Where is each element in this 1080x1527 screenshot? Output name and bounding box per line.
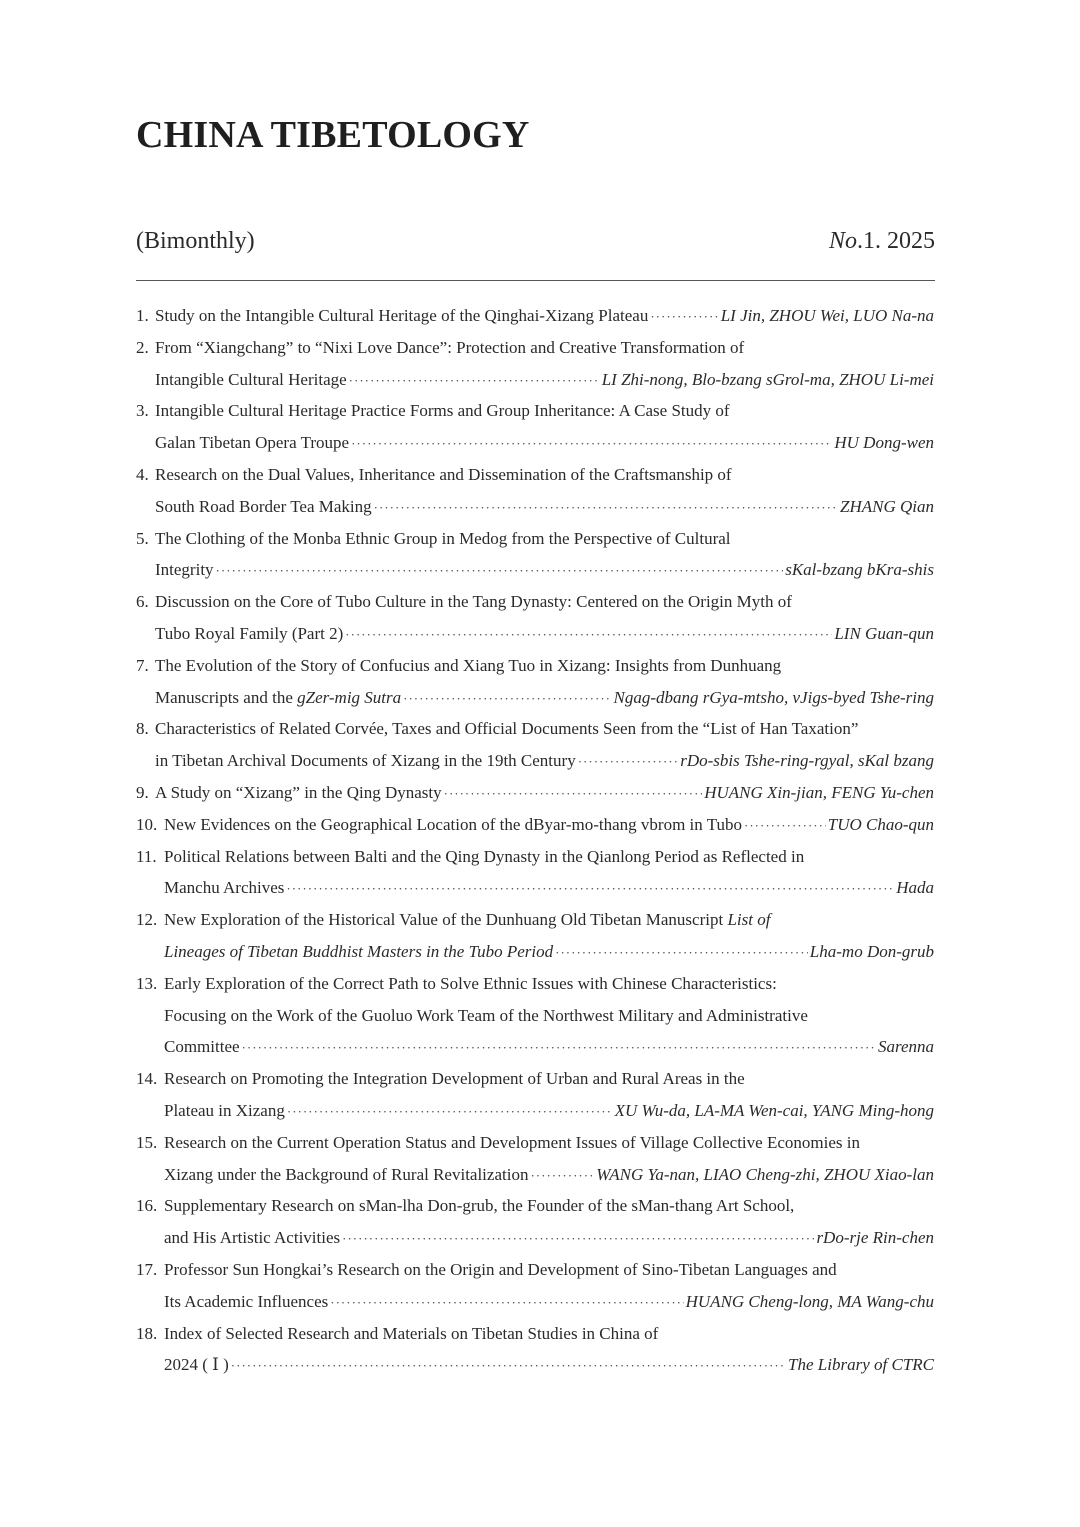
toc-entry-title — [164, 1260, 837, 1279]
toc-entry-line — [136, 968, 934, 1000]
table-of-contents — [136, 300, 934, 1381]
toc-entry-number: 6. — [136, 592, 149, 612]
toc-entry — [136, 713, 934, 777]
toc-entry-number: 8. — [136, 719, 149, 739]
toc-entry-title — [164, 809, 742, 841]
toc-entry-title — [155, 529, 731, 548]
toc-entry-author: The Library of CTRC — [788, 1355, 934, 1375]
dot-leader — [287, 1096, 613, 1128]
toc-entry-title — [155, 491, 372, 523]
toc-entry-title-text: Tubo Royal Family (Part 2) — [155, 623, 344, 643]
publication-frequency: (Bimonthly) — [136, 228, 255, 254]
toc-entry-last-line — [136, 491, 934, 523]
toc-entry-title-text: Political Relations between Balti and the Qing Dynasty in the Qianlong Period as Reflected in — [164, 846, 805, 866]
toc-entry-author: LIN Guan-qun — [834, 623, 934, 643]
dot-leader — [578, 746, 679, 778]
toc-entry-title — [155, 618, 343, 650]
toc-entry-title-text: Manuscripts and the — [155, 687, 293, 707]
toc-entry-title-text: Plateau in Xizang — [164, 1100, 285, 1120]
toc-entry-author: HU Dong-wen — [834, 433, 934, 453]
toc-entry-last-line — [136, 364, 934, 396]
toc-entry-title — [155, 401, 730, 420]
toc-entry-number: 10. — [136, 814, 158, 834]
dot-leader — [374, 492, 838, 524]
toc-entry — [136, 1254, 934, 1318]
toc-entry-last-line — [136, 300, 934, 332]
dot-leader — [216, 555, 784, 587]
toc-entry-number: 5. — [136, 528, 149, 548]
toc-entry-last-line — [136, 618, 934, 650]
toc-entry-line — [136, 1127, 934, 1159]
toc-entry-title — [155, 427, 349, 459]
toc-entry-number: 11. — [136, 846, 157, 866]
toc-entry-title — [155, 592, 792, 611]
journal-title: CHINA TIBETOLOGY — [136, 114, 530, 156]
toc-entry-title — [164, 1031, 240, 1063]
dot-leader — [444, 778, 703, 810]
toc-entry — [136, 1318, 934, 1382]
toc-entry-title-text: Research on Promoting the Integration Development of Urban and Rural Areas in the — [164, 1069, 745, 1089]
toc-entry-last-line — [136, 809, 934, 841]
dot-leader — [744, 810, 826, 842]
toc-entry-author: XU Wu-da, LA-MA Wen-cai, YANG Ming-hong — [614, 1100, 934, 1120]
toc-entry-title-text: Professor Sun Hongkai’s Research on the Origin and Development of Sino-Tibetan Languages and — [164, 1259, 837, 1279]
dot-leader — [530, 1160, 594, 1192]
toc-entry-title-text: Supplementary Research on sMan-lha Don-grub, the Founder of the sMan-thang Art School, — [164, 1196, 795, 1216]
toc-entry-title-text: in Tibetan Archival Documents of Xizang in the 19th Century — [155, 751, 576, 771]
toc-entry-line — [136, 650, 934, 682]
dot-leader — [286, 873, 894, 905]
toc-entry-title-text: The Evolution of the Story of Confucius and Xiang Tuo in Xizang: Insights from Dunhuang — [155, 655, 782, 675]
toc-entry-author: Hada — [896, 878, 934, 898]
toc-entry-last-line — [136, 1222, 934, 1254]
toc-entry-title-italic: gZer-mig Sutra — [292, 687, 402, 707]
toc-entry — [136, 1190, 934, 1254]
issue-number — [829, 228, 935, 255]
toc-entry-title — [164, 1286, 328, 1318]
toc-entry — [136, 459, 934, 523]
toc-entry — [136, 332, 934, 396]
toc-entry-author: Ngag-dbang rGya-mtsho, vJigs-byed Tshe-ring — [613, 687, 934, 707]
toc-entry-title-text: Committee — [164, 1037, 240, 1057]
toc-entry-title-text: New Exploration of the Historical Value of the Dunhuang Old Tibetan Manuscript — [164, 910, 724, 930]
toc-entry — [136, 809, 934, 841]
dot-leader — [342, 1223, 814, 1255]
dot-leader — [345, 619, 832, 651]
dot-leader — [403, 683, 611, 715]
toc-entry-number: 15. — [136, 1132, 158, 1152]
toc-entry-title-text: Intangible Cultural Heritage — [155, 369, 347, 389]
toc-entry-title — [164, 1133, 860, 1152]
toc-entry-title — [164, 1095, 285, 1127]
toc-entry-author: WANG Ya-nan, LIAO Cheng-zhi, ZHOU Xiao-lan — [596, 1164, 934, 1184]
issue-number-rest: .1. 2025 — [857, 228, 935, 254]
toc-entry-title-text: Index of Selected Research and Materials on Tibetan Studies in China of — [164, 1323, 659, 1343]
toc-entry — [136, 777, 934, 809]
toc-entry-number: 9. — [136, 782, 149, 802]
toc-entry-title-text: Early Exploration of the Correct Path to Solve Ethnic Issues with Chinese Characteristics: — [164, 973, 777, 993]
toc-entry-title-text: Characteristics of Related Corvée, Taxes and Official Documents Seen from the “List of Han Taxation” — [155, 719, 859, 739]
toc-entry-line — [136, 395, 934, 427]
dot-leader — [650, 301, 718, 333]
toc-entry-number: 18. — [136, 1323, 158, 1343]
toc-entry-title-text: The Clothing of the Monba Ethnic Group in Medog from the Perspective of Cultural — [155, 528, 731, 548]
toc-entry-author: Lha-mo Don-grub — [809, 941, 934, 961]
toc-entry-title — [164, 1196, 794, 1215]
dot-leader — [231, 1350, 786, 1382]
toc-entry-last-line — [136, 1095, 934, 1127]
toc-entry-title-text: Study on the Intangible Cultural Heritage of the Qinghai-Xizang Plateau — [155, 306, 649, 325]
toc-entry-author: ZHANG Qian — [840, 496, 934, 516]
toc-entry-title-text: New Evidences on the Geographical Location of the dByar-mo-thang vbrom in Tubo — [164, 814, 742, 834]
toc-entry-author: Sarenna — [877, 1037, 934, 1057]
toc-entry-last-line — [136, 1159, 934, 1191]
dot-leader — [351, 428, 832, 460]
toc-entry-line — [136, 1063, 934, 1095]
toc-entry-number: 16. — [136, 1196, 158, 1216]
toc-entry-line — [136, 1254, 934, 1286]
toc-entry-title — [164, 1222, 340, 1254]
toc-entry — [136, 650, 934, 714]
dot-leader — [330, 1287, 683, 1319]
toc-entry-title — [155, 554, 214, 586]
toc-entry-title — [155, 300, 648, 332]
header-divider — [136, 280, 935, 281]
toc-entry-title — [164, 910, 770, 929]
toc-entry-last-line — [136, 682, 934, 714]
toc-entry-last-line — [136, 427, 934, 459]
toc-entry-last-line — [136, 777, 934, 809]
toc-entry-title — [155, 364, 347, 396]
issue-number-prefix: No — [828, 228, 857, 254]
toc-entry-title — [155, 719, 858, 738]
toc-entry-title-text: Focusing on the Work of the Guoluo Work Team of the Northwest Military and Administrative — [164, 1005, 808, 1025]
toc-entry-last-line — [136, 554, 934, 586]
toc-entry-line — [136, 1318, 934, 1350]
toc-entry-author: sKal-bzang bKra-shis — [785, 560, 934, 580]
toc-entry-title — [164, 974, 777, 993]
toc-entry-title-text: Discussion on the Core of Tubo Culture in the Tang Dynasty: Centered on the Origin Myth of — [155, 592, 792, 612]
toc-entry-line — [136, 904, 934, 936]
toc-entry-title-text: A Study on “Xizang” in the Qing Dynasty — [155, 782, 442, 802]
toc-entry-author: rDo-sbis Tshe-ring-rgyal, sKal bzang — [680, 751, 934, 771]
toc-entry-title — [164, 1069, 745, 1088]
toc-entry-title-text: and His Artistic Activities — [164, 1228, 341, 1248]
toc-entry-line — [136, 586, 934, 618]
toc-entry-author: LI Jin, ZHOU Wei, LUO Na-na — [720, 306, 934, 325]
toc-entry-title — [155, 656, 781, 675]
toc-entry-title-text: Research on the Current Operation Status and Development Issues of Village Collective Economies in — [164, 1132, 860, 1152]
toc-entry-title — [155, 682, 401, 714]
toc-entry-number: 17. — [136, 1259, 158, 1279]
toc-entry-title — [164, 1006, 808, 1025]
toc-entry-title-italic: List of — [723, 910, 771, 930]
toc-entry — [136, 1063, 934, 1127]
dot-leader — [555, 937, 808, 969]
toc-entry-title — [164, 847, 804, 866]
toc-entry-author: HUANG Cheng-long, MA Wang-chu — [685, 1291, 934, 1311]
toc-entry — [136, 841, 934, 905]
toc-entry-line — [136, 459, 934, 491]
toc-entry-line — [136, 841, 934, 873]
toc-entry — [136, 904, 934, 968]
toc-entry-title-text: Intangible Cultural Heritage Practice Forms and Group Inheritance: A Case Study of — [155, 401, 730, 421]
toc-entry-title — [164, 1159, 528, 1191]
toc-entry-number: 13. — [136, 973, 158, 993]
toc-entry-number: 3. — [136, 401, 149, 421]
toc-entry-title — [155, 745, 576, 777]
toc-entry-title-text: Research on the Dual Values, Inheritance and Dissemination of the Craftsmanship of — [155, 464, 732, 484]
toc-entry-last-line — [136, 936, 934, 968]
toc-entry-title-text: 2024 ( Ⅰ ) — [164, 1355, 229, 1375]
toc-entry-author: rDo-rje Rin-chen — [816, 1228, 934, 1248]
toc-entry-title — [155, 777, 442, 809]
toc-entry-title — [164, 936, 553, 968]
toc-entry-title-text: Galan Tibetan Opera Troupe — [155, 433, 350, 453]
toc-entry — [136, 523, 934, 587]
toc-entry-title-text: Manchu Archives — [164, 878, 285, 898]
toc-entry-title-text: Xizang under the Background of Rural Revitalization — [164, 1164, 529, 1184]
toc-entry-author: TUO Chao-qun — [827, 814, 934, 834]
toc-entry-line — [136, 1190, 934, 1222]
toc-entry-number: 12. — [136, 910, 158, 930]
toc-entry-line — [136, 713, 934, 745]
toc-entry-number: 4. — [136, 464, 149, 484]
toc-entry-title-text: Integrity — [155, 560, 214, 580]
toc-entry-line — [136, 332, 934, 364]
toc-entry-last-line — [136, 872, 934, 904]
toc-entry-title — [164, 1324, 658, 1343]
toc-entry-last-line — [136, 745, 934, 777]
dot-leader — [242, 1032, 876, 1064]
toc-entry-line — [136, 523, 934, 555]
toc-entry-title — [155, 465, 732, 484]
toc-entry-number: 14. — [136, 1069, 158, 1089]
toc-entry-title-text: South Road Border Tea Making — [155, 496, 372, 516]
toc-entry — [136, 968, 934, 1063]
toc-entry-number: 2. — [136, 337, 149, 357]
toc-entry-title-text: Lineages of Tibetan Buddhist Masters in the Tubo Period — [164, 941, 554, 961]
dot-leader — [349, 365, 600, 397]
toc-entry-author: HUANG Xin-jian, FENG Yu-chen — [704, 782, 934, 802]
toc-entry-number: 1. — [136, 306, 149, 325]
toc-entry-title — [164, 872, 284, 904]
toc-entry-title — [164, 1349, 229, 1381]
toc-entry-author: LI Zhi-nong, Blo-bzang sGrol-ma, ZHOU Li-mei — [601, 369, 934, 389]
toc-entry-last-line — [136, 1349, 934, 1381]
toc-entry-line — [136, 1000, 934, 1032]
toc-entry — [136, 1127, 934, 1191]
toc-entry — [136, 586, 934, 650]
toc-entry-last-line — [136, 1286, 934, 1318]
toc-entry-title — [155, 338, 744, 357]
toc-entry-title-text: Its Academic Influences — [164, 1291, 329, 1311]
toc-entry-last-line — [136, 1031, 934, 1063]
toc-entry-title-text: From “Xiangchang” to “Nixi Love Dance”: Protection and Creative Transformation of — [155, 337, 745, 357]
toc-entry-number: 7. — [136, 655, 149, 675]
toc-entry — [136, 300, 934, 332]
toc-entry — [136, 395, 934, 459]
